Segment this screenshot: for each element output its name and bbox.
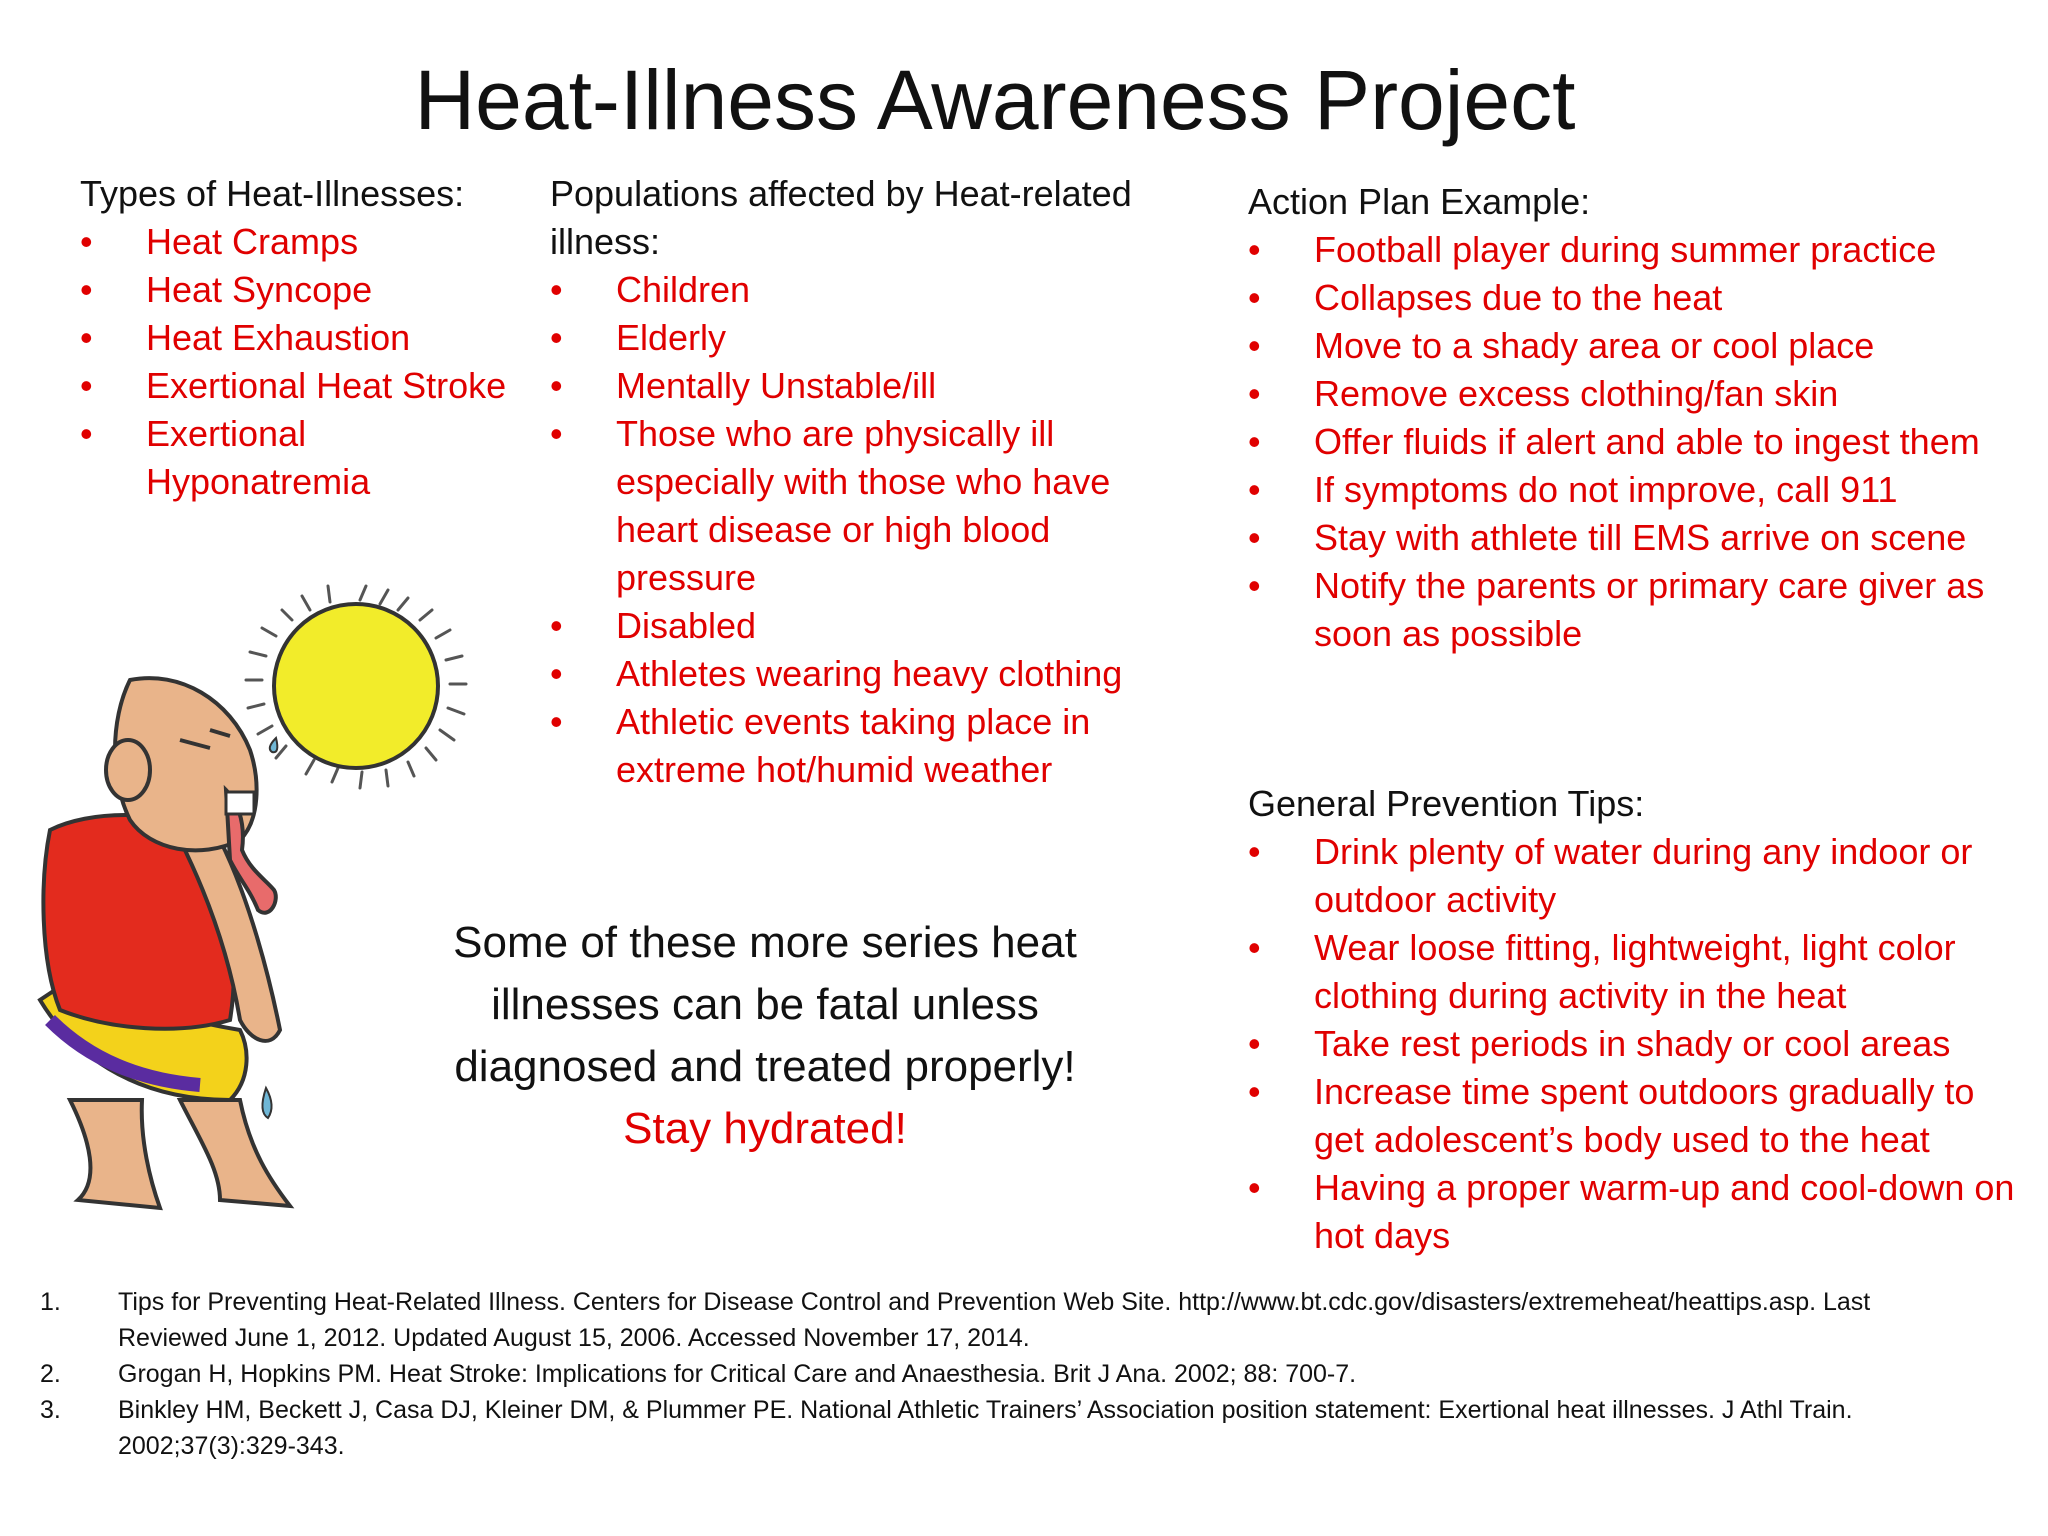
list-item-text: Disabled	[616, 605, 757, 646]
list-item	[80, 266, 520, 314]
bullet-icon: •	[550, 269, 563, 310]
list-item-text: Athletes wearing heavy clothing	[616, 653, 1123, 694]
list-item-text: Children	[616, 269, 751, 310]
bullet-icon: •	[1248, 421, 1261, 462]
list-item	[550, 362, 1150, 410]
list-item	[1248, 828, 2028, 924]
list-item	[1248, 370, 2028, 418]
bullet-icon: •	[1248, 517, 1261, 558]
action-plan-heading: Action Plan Example:	[1248, 181, 1591, 222]
bullet-icon: •	[1248, 277, 1261, 318]
bullet-icon: •	[1248, 927, 1261, 968]
list-item	[80, 314, 520, 362]
fatal-warning-callout	[440, 912, 1090, 1160]
references-list	[40, 1284, 1980, 1464]
list-item-text: Heat Cramps	[146, 221, 359, 262]
list-item-text: Mentally Unstable/ill	[616, 365, 937, 406]
list-item-text: Remove excess clothing/fan skin	[1314, 373, 1839, 414]
list-item-text: Heat Syncope	[146, 269, 373, 310]
bullet-icon: •	[80, 221, 93, 262]
populations-list	[550, 266, 1150, 794]
reference-text: Grogan H, Hopkins PM. Heat Stroke: Implications for Critical Care and Anaesthesia. Brit J Ana. 2002; 88: 700-7.	[118, 1360, 1357, 1388]
list-item-text: Move to a shady area or cool place	[1314, 325, 1875, 366]
bullet-icon: •	[1248, 831, 1261, 872]
action-plan-list	[1248, 226, 2028, 658]
list-item	[550, 266, 1150, 314]
reference-number: 1.	[40, 1288, 61, 1316]
list-item	[550, 650, 1150, 698]
reference-text: Binkley HM, Beckett J, Casa DJ, Kleiner DM, & Plummer PE. National Athletic Trainers’ Association position statement: Exertional heat illnesses. J Athl Train. 2002;37(3):329-343.	[118, 1396, 1853, 1460]
list-item-text: Elderly	[616, 317, 727, 358]
bullet-icon: •	[1248, 469, 1261, 510]
list-item-text: Increase time spent outdoors gradually to get adolescent’s body used to the heat	[1314, 1071, 1975, 1160]
list-item-text: If symptoms do not improve, call 911	[1314, 469, 1898, 510]
list-item	[550, 410, 1150, 602]
bullet-icon: •	[1248, 373, 1261, 414]
list-item-text: Having a proper warm-up and cool-down on hot days	[1314, 1167, 2015, 1256]
bullet-icon: •	[80, 317, 93, 358]
list-item-text: Drink plenty of water during any indoor or outdoor activity	[1314, 831, 1973, 920]
bullet-icon: •	[550, 413, 563, 454]
list-item	[1248, 562, 2028, 658]
bullet-icon: •	[1248, 1023, 1261, 1064]
list-item-text: Those who are physically ill especially with those who have heart disease or high blood pressure	[616, 413, 1111, 598]
list-item	[550, 698, 1150, 794]
list-item-text: Exertional Heat Stroke	[146, 365, 507, 406]
list-item	[1248, 514, 2028, 562]
list-item	[1248, 924, 2028, 1020]
populations-section	[550, 170, 1150, 794]
list-item	[1248, 322, 2028, 370]
bullet-icon: •	[550, 605, 563, 646]
reference-item	[40, 1392, 1980, 1464]
list-item-text: Offer fluids if alert and able to ingest them	[1314, 421, 1980, 462]
list-item-text: Athletic events taking place in extreme hot/humid weather	[616, 701, 1091, 790]
reference-item	[40, 1356, 1980, 1392]
types-heading: Types of Heat-Illnesses:	[80, 173, 465, 214]
reference-item	[40, 1284, 1980, 1356]
prevention-list	[1248, 828, 2028, 1260]
page-title: Heat-Illness Awareness Project	[414, 53, 1576, 147]
action-plan-section	[1248, 178, 2028, 658]
reference-number: 3.	[40, 1396, 61, 1424]
list-item	[1248, 274, 2028, 322]
bullet-icon: •	[550, 653, 563, 694]
bullet-icon: •	[550, 317, 563, 358]
bullet-icon: •	[1248, 325, 1261, 366]
bullet-icon: •	[1248, 565, 1261, 606]
bullet-icon: •	[1248, 229, 1261, 270]
list-item	[80, 362, 520, 410]
list-item	[1248, 1164, 2028, 1260]
prevention-heading: General Prevention Tips:	[1248, 783, 1645, 824]
list-item	[1248, 226, 2028, 274]
bullet-icon: •	[80, 365, 93, 406]
stay-hydrated-text: Stay hydrated!	[623, 1104, 907, 1153]
list-item-text: Football player during summer practice	[1314, 229, 1937, 270]
types-section	[80, 170, 520, 506]
bullet-icon: •	[1248, 1167, 1261, 1208]
bullet-icon: •	[80, 413, 93, 454]
reference-text: Tips for Preventing Heat-Related Illness. Centers for Disease Control and Prevention Web Site. http://www.bt.cdc.gov/disasters/extremeheat/heattips.asp. Last Reviewed June 1, 2012. Updated August 15, 2006. Accessed November 17, 2014.	[118, 1288, 1871, 1352]
list-item-text: Wear loose fitting, lightweight, light color clothing during activity in the heat	[1314, 927, 1956, 1016]
list-item-text: Collapses due to the heat	[1314, 277, 1723, 318]
populations-heading: Populations affected by Heat-related illness:	[550, 173, 1132, 262]
bullet-icon: •	[80, 269, 93, 310]
list-item-text: Stay with athlete till EMS arrive on scene	[1314, 517, 1967, 558]
list-item-text: Notify the parents or primary care giver as soon as possible	[1314, 565, 1985, 654]
bullet-icon: •	[1248, 1071, 1261, 1112]
list-item	[1248, 466, 2028, 514]
sun-icon	[246, 586, 466, 788]
bullet-icon: •	[550, 365, 563, 406]
prevention-section	[1248, 780, 2028, 1260]
callout-text: Some of these more series heat illnesses can be fatal unless diagnosed and treated properly!	[453, 918, 1077, 1091]
bullet-icon: •	[550, 701, 563, 742]
reference-number: 2.	[40, 1360, 61, 1388]
list-item	[550, 314, 1150, 362]
list-item	[550, 602, 1150, 650]
list-item-text: Heat Exhaustion	[146, 317, 411, 358]
list-item-text: Exertional Hyponatremia	[146, 413, 371, 502]
list-item	[1248, 1020, 2028, 1068]
list-item-text: Take rest periods in shady or cool areas	[1314, 1023, 1951, 1064]
list-item	[1248, 418, 2028, 466]
list-item	[80, 218, 520, 266]
list-item	[80, 410, 520, 506]
list-item	[1248, 1068, 2028, 1164]
types-list	[80, 218, 520, 506]
